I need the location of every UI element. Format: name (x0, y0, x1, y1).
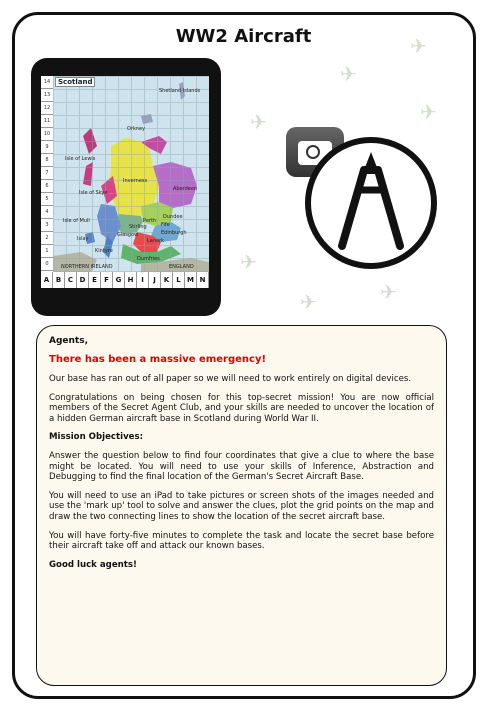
map-row-numbers: 14 13 12 11 10 9 8 7 6 5 4 3 2 1 0 (41, 76, 53, 272)
tablet-device (31, 58, 221, 316)
scotland-grid-map[interactable] (41, 76, 209, 288)
letter-paragraph: Answer the question below to find four coordinates that give a clue to where the base might be located. You will need to use your skills of Inference, Abstraction and Debugging to find the final location of the German's Secret Aircraft Base. (49, 451, 434, 483)
map-label: Fife (161, 222, 170, 228)
aircraft-decoration-icon: ✈ (380, 280, 397, 304)
map-label: Kintyre (95, 248, 113, 254)
map-label: Isle of Skye (79, 190, 108, 196)
letter-signoff: Good luck agents! (49, 560, 137, 571)
letter-paragraph: Congratulations on being chosen for this top-secret mission! You are now official members of the Secret Agent Club, and your skills are needed to uncover the location of a hidden German aircraft base in Scotland during World War II. (49, 392, 434, 424)
map-label: Orkney (127, 126, 146, 132)
map-label: Isle of Lewis (65, 156, 96, 162)
aircraft-decoration-icon: ✈ (300, 290, 317, 314)
map-label: Lanark (147, 238, 165, 244)
letter-paragraph: You will have forty-five minutes to complete the task and locate the secret base before their aircraft take off and attack our known bases. (49, 530, 434, 552)
letter-paragraph: You will need to use an iPad to take pictures or screen shots of the images needed and use the 'mark up' tool to solve and answer the clues, plot the grid points on the map and draw the two connecting lines to show the location of the secret aircraft base. (49, 491, 434, 522)
map-label: Shetland Islands (159, 88, 201, 94)
map-label: Islay (77, 236, 89, 242)
map-label: Dumfries (137, 256, 160, 262)
aircraft-decoration-icon: ✈ (340, 62, 357, 86)
letter-paragraph: Our base has ran out of all paper so we will need to work entirely on digital devices. (49, 373, 412, 384)
map-grid (53, 76, 209, 272)
aircraft-decoration-icon: ✈ (240, 250, 257, 274)
map-column-letters: A B C D E F G H I J K L M N (41, 272, 209, 288)
aircraft-decoration-icon: ✈ (420, 100, 437, 124)
map-title: Scotland (55, 77, 95, 87)
letter-greeting: Agents, (49, 336, 88, 346)
markup-pen-icon[interactable] (302, 134, 440, 272)
map-label: NORTHERN IRELAND (61, 264, 113, 270)
agent-letter (36, 325, 447, 686)
aircraft-decoration-icon: ✈ (250, 110, 267, 134)
map-label: Inverness (123, 178, 148, 184)
map-label: ENGLAND (169, 264, 194, 270)
page-title: WW2 Aircraft (175, 26, 312, 47)
emergency-alert: There has been a massive emergency! (49, 353, 267, 365)
map-label: Edinburgh (161, 230, 187, 236)
map-label: Stirling (129, 224, 147, 230)
map-label: Glasgow (117, 232, 139, 238)
map-label: Isle of Mull (63, 218, 90, 224)
objectives-heading: Mission Objectives: (49, 432, 144, 443)
map-label: Aberdeen (173, 186, 198, 192)
map-label: Dundee (163, 214, 183, 220)
aircraft-decoration-icon: ✈ (410, 34, 427, 58)
map-label: Perth (143, 218, 157, 224)
